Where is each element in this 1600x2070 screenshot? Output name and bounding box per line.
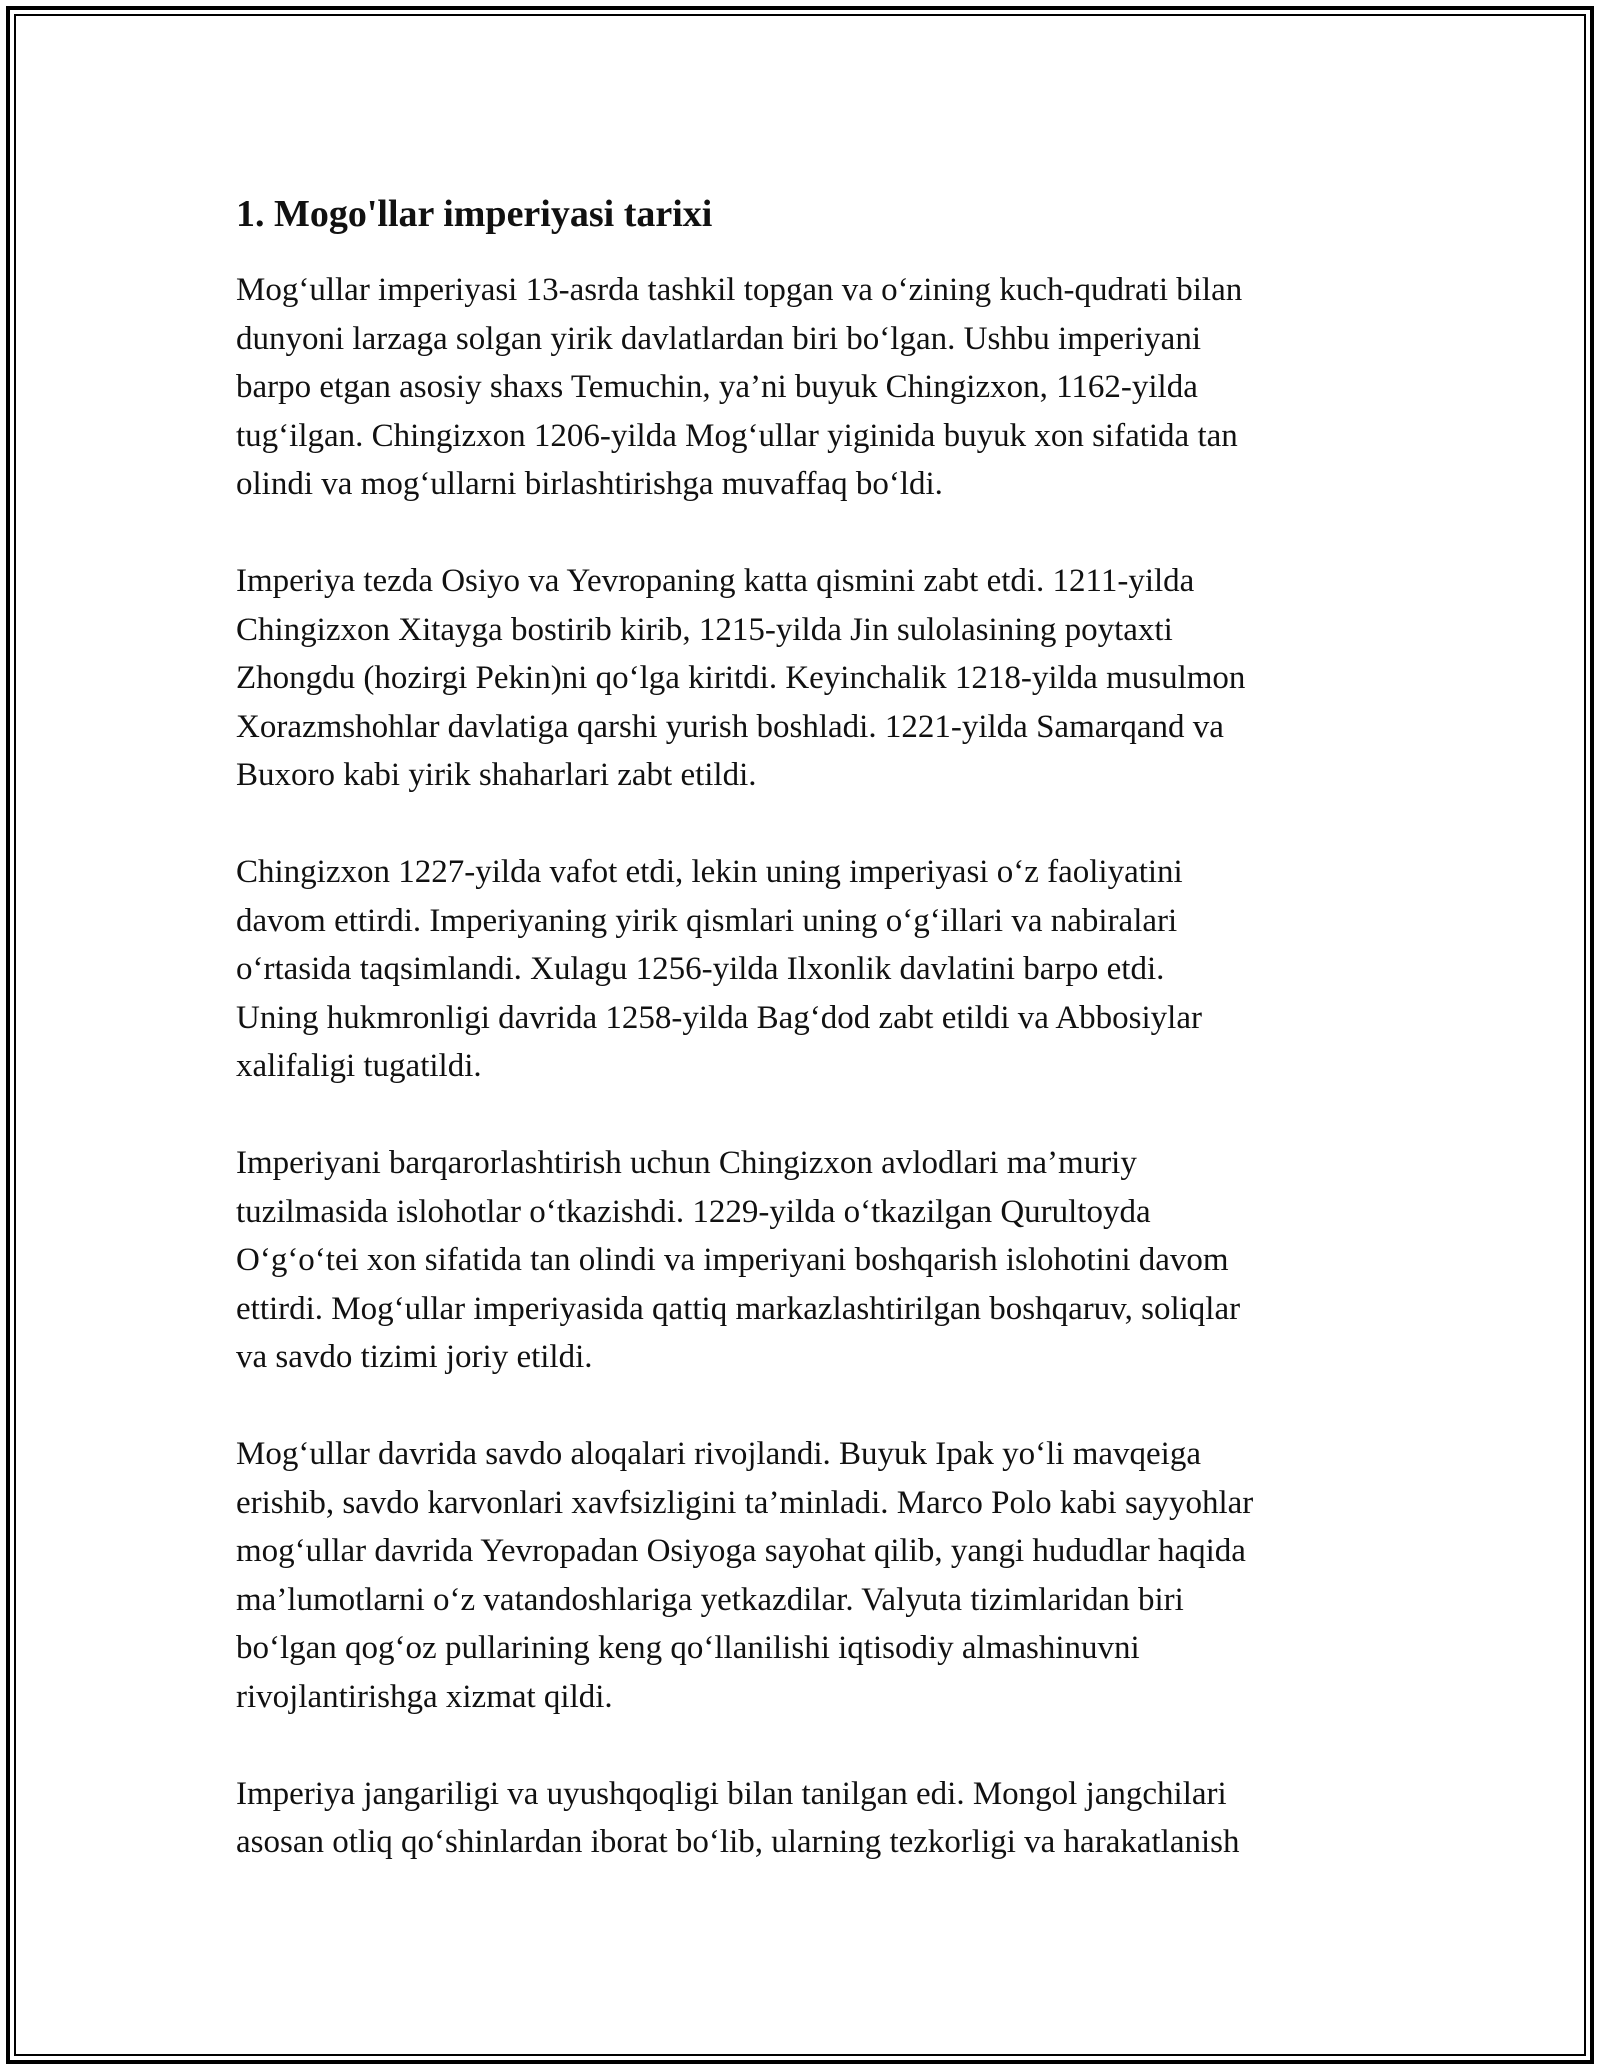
- paragraph-line: va savdo tizimi joriy etildi.: [236, 1339, 593, 1375]
- paragraph-line: davom ettirdi. Imperiyaning yirik qismlari uning o‘g‘illari va nabiralari: [236, 902, 1178, 939]
- paragraph-line: Imperiya jangariligi va uyushqoqligi bilan tanilgan edi. Mongol jangchilari: [236, 1775, 1227, 1812]
- paragraph-line: Buxoro kabi yirik shaharlari zabt etildi.: [236, 757, 757, 793]
- document-title: 1. Mogo'llar imperiyasi tarixi: [236, 193, 713, 235]
- paragraph-6: [236, 1770, 1376, 1867]
- paragraph-line: ma’lumotlarni o‘z vatandoshlariga yetkazdilar. Valyuta tizimlaridan biri: [236, 1581, 1184, 1618]
- paragraph-line: Mog‘ullar davrida savdo aloqalari rivojlandi. Buyuk Ipak yo‘li mavqeiga: [236, 1436, 1201, 1472]
- paragraph-line: xalifaligi tugatildi.: [236, 1048, 482, 1084]
- paragraph-line: mog‘ullar davrida Yevropadan Osiyoga sayohat qilib, yangi hududlar haqida: [236, 1533, 1246, 1569]
- paragraph-line: dunyoni larzaga solgan yirik davlatlardan biri bo‘lgan. Ushbu imperiyani: [236, 320, 1201, 357]
- paragraph-line: Chingizxon Xitayga bostirib kirib, 1215-yilda Jin sulolasining poytaxti: [236, 611, 1173, 648]
- paragraph-line: Chingizxon 1227-yilda vafot etdi, lekin uning imperiyasi o‘z faoliyatini: [236, 854, 1183, 890]
- paragraph-line: rivojlantirishga xizmat qildi.: [236, 1678, 613, 1715]
- paragraph-line: asosan otliq qo‘shinlardan iborat bo‘lib, ularning tezkorligi va harakatlanish: [236, 1824, 1240, 1860]
- paragraph-line: Uning hukmronligi davrida 1258-yilda Bag‘dod zabt etildi va Abbosiylar: [236, 999, 1202, 1036]
- paragraph-line: Imperiya tezda Osiyo va Yevropaning katta qismini zabt etdi. 1211-yilda: [236, 563, 1195, 599]
- paragraph-line: Xorazmshohlar davlatiga qarshi yurish boshladi. 1221-yilda Samarqand va: [236, 708, 1224, 745]
- paragraph-line: O‘g‘o‘tei xon sifatida tan olindi va imperiyani boshqarish islohotini davom: [236, 1242, 1229, 1278]
- paragraph-line: erishib, savdo karvonlari xavfsizligini ta’minladi. Marco Polo kabi sayyohlar: [236, 1484, 1254, 1521]
- paragraph-line: barpo etgan asosiy shaxs Temuchin, ya’ni buyuk Chingizxon, 1162-yilda: [236, 369, 1198, 405]
- paragraph-2: [236, 557, 1376, 800]
- paragraph-1: [236, 266, 1376, 509]
- paragraph-line: o‘rtasida taqsimlandi. Xulagu 1256-yilda Ilxonlik davlatini barpo etdi.: [236, 951, 1165, 987]
- document-body: [236, 188, 1376, 1915]
- paragraph-line: Mog‘ullar imperiyasi 13-asrda tashkil topgan va o‘zining kuch-qudrati bilan: [236, 272, 1243, 308]
- paragraph-line: Imperiyani barqarorlashtirish uchun Chingizxon avlodlari ma’muriy: [236, 1145, 1137, 1181]
- paragraph-line: tuzilmasida islohotlar o‘tkazishdi. 1229-yilda o‘tkazilgan Qurultoyda: [236, 1193, 1151, 1230]
- paragraph-line: olindi va mog‘ullarni birlashtirishga muvaffaq bo‘ldi.: [236, 466, 943, 502]
- paragraph-line: ettirdi. Mog‘ullar imperiyasida qattiq markazlashtirilgan boshqaruv, soliqlar: [236, 1290, 1241, 1327]
- paragraph-3: [236, 848, 1376, 1091]
- paragraph-line: Zhongdu (hozirgi Pekin)ni qo‘lga kiritdi. Keyinchalik 1218-yilda musulmon: [236, 660, 1246, 696]
- paragraph-line: bo‘lgan qog‘oz pullarining keng qo‘llanilishi iqtisodiy almashinuvni: [236, 1630, 1140, 1666]
- paragraph-line: tug‘ilgan. Chingizxon 1206-yilda Mog‘ullar yiginida buyuk xon sifatida tan: [236, 417, 1238, 454]
- paragraph-4: [236, 1139, 1376, 1382]
- paragraph-5: [236, 1430, 1376, 1721]
